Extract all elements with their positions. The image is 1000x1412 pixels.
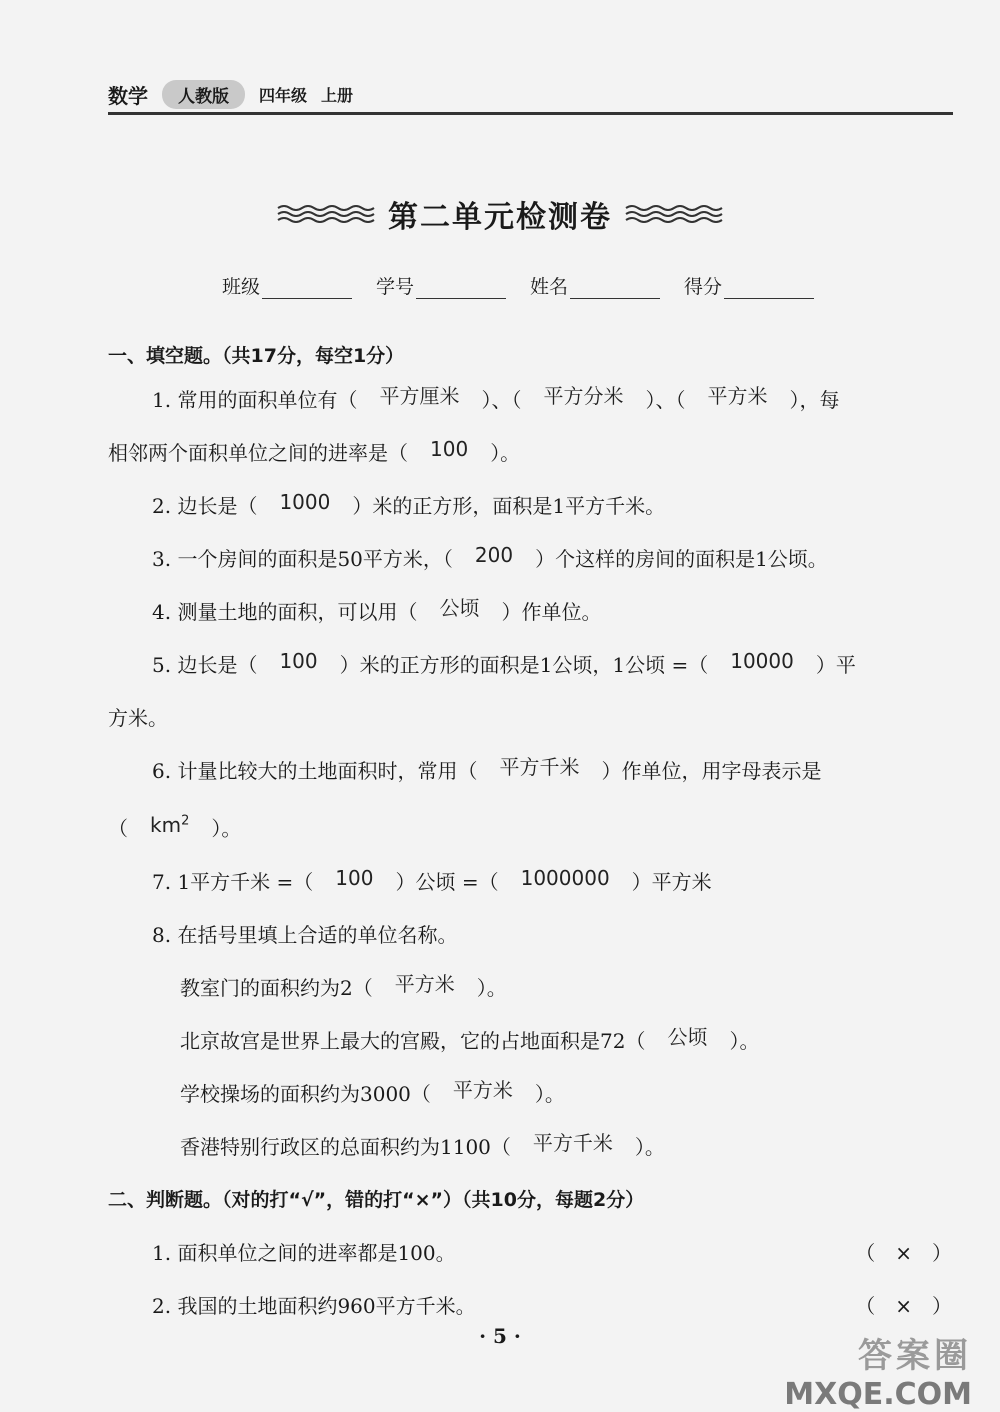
question-1 xyxy=(108,374,956,427)
question-6 xyxy=(108,745,956,798)
question-5 xyxy=(108,639,956,692)
info-name xyxy=(530,272,660,299)
q4-text-a: 4. 测量土地的面积，可以用（ xyxy=(152,600,418,624)
header-divider xyxy=(108,112,953,115)
info-class-label: 班级 xyxy=(222,276,261,298)
q5-text-a: 5. 边长是（ xyxy=(152,653,258,677)
q3-text-a: 3. 一个房间的面积是50平方米，（ xyxy=(152,547,453,571)
info-score-label: 得分 xyxy=(684,276,723,298)
student-info-row xyxy=(222,272,814,299)
q7-answer-2: 1000000 xyxy=(520,865,610,890)
q1-text-d: ），每 xyxy=(789,388,840,412)
q6-text-b: ）作单位，用字母表示是 xyxy=(601,759,822,783)
header-edition-badge: 人教版 xyxy=(162,80,245,109)
info-name-label: 姓名 xyxy=(530,276,569,298)
info-class-blank[interactable] xyxy=(262,278,352,299)
question-8-1 xyxy=(108,962,956,1015)
wave-ornament-left-icon xyxy=(276,202,376,226)
q8-3-text-b: ）。 xyxy=(534,1081,565,1106)
q2-text-b: ）米的正方形，面积是1平方千米。 xyxy=(352,494,666,518)
q1-answer-1: 平方厘米 xyxy=(379,384,460,408)
q1-text-f: ）。 xyxy=(490,441,521,465)
q2-text-a: 2. 边长是（ xyxy=(152,494,258,518)
q8-3-answer: 平方米 xyxy=(452,1077,513,1102)
page-number: · 5 · xyxy=(479,1324,521,1348)
question-5-cont xyxy=(108,692,956,745)
question-3 xyxy=(108,533,956,586)
q4-answer: 公顷 xyxy=(439,596,480,620)
header-grade: 四年级 xyxy=(259,86,308,105)
judge-2-text: 2. 我国的土地面积约960平方千米。 xyxy=(152,1293,476,1318)
q8-4-text-a: 香港特别行政区的总面积约为1100（ xyxy=(180,1134,511,1159)
question-2 xyxy=(108,480,956,533)
q1-answer-3: 平方米 xyxy=(707,384,768,408)
watermark-logo xyxy=(784,1328,972,1412)
q7-text-b: ）公顷 =（ xyxy=(395,869,499,894)
q1-text-c: ）、（ xyxy=(645,388,686,412)
q4-text-b: ）作单位。 xyxy=(501,600,602,624)
q5-text-b: ）米的正方形的面积是1公顷，1公顷 =（ xyxy=(339,653,709,677)
q6-answer-1: 平方千米 xyxy=(499,755,580,779)
question-6-cont xyxy=(108,798,956,856)
title-row xyxy=(0,192,1000,236)
watermark-line2: MXQE.COM xyxy=(784,1377,972,1412)
q6-answer-2 xyxy=(128,813,211,837)
question-8-3 xyxy=(108,1068,956,1121)
q3-text-b: ）个这样的房间的面积是1公顷。 xyxy=(535,547,828,571)
q1-text-a: 1. 常用的面积单位有（ xyxy=(152,388,358,412)
q8-2-text-b: ）。 xyxy=(729,1028,760,1053)
q8-1-answer: 平方米 xyxy=(394,971,455,996)
worksheet-content xyxy=(108,338,956,1333)
q5-answer-1: 100 xyxy=(279,649,318,673)
q6-text-a: 6. 计量比较大的土地面积时，常用（ xyxy=(152,759,478,783)
q5-text-c: ）平 xyxy=(815,653,856,677)
q6-answer-2-exponent: 2 xyxy=(181,813,190,828)
header-volume: 上册 xyxy=(321,86,354,105)
q1-text-e: 相邻两个面积单位之间的进率是（ xyxy=(108,441,408,465)
q1-answer-2: 平方分米 xyxy=(543,384,624,408)
section2-heading: 二、判断题。（对的打“√”，错的打“×”）（共10分，每题2分） xyxy=(108,1188,645,1211)
q8-4-answer: 平方千米 xyxy=(532,1130,613,1155)
question-8: 8. 在括号里填上合适的单位名称。 xyxy=(152,922,458,947)
q5-answer-2: 10000 xyxy=(730,649,794,673)
q1-answer-4: 100 xyxy=(430,437,469,461)
q1-text-b: ）、（ xyxy=(481,388,522,412)
question-1-cont xyxy=(108,427,956,480)
info-score xyxy=(684,272,814,299)
question-8-4 xyxy=(108,1121,956,1174)
info-name-blank[interactable] xyxy=(570,278,660,299)
info-class xyxy=(222,272,352,299)
q7-text-c: ）平方米 xyxy=(631,869,712,894)
q3-answer: 200 xyxy=(474,543,514,567)
watermark-line1: 答案圈 xyxy=(858,1336,972,1376)
judge-question-1 xyxy=(108,1227,956,1280)
info-number-label: 学号 xyxy=(376,276,415,298)
header-subject: 数学 xyxy=(108,84,148,108)
page-header xyxy=(108,80,353,109)
q7-answer-1: 100 xyxy=(335,865,374,890)
section1-heading: 一、填空题。（共17分，每空1分） xyxy=(108,345,405,367)
q8-3-text-a: 学校操场的面积约为3000（ xyxy=(180,1081,431,1106)
q6-text-c: （ xyxy=(108,816,128,841)
q6-text-d: ）。 xyxy=(211,816,242,841)
judge-1-answer: （ × ） xyxy=(855,1240,952,1265)
question-4 xyxy=(108,586,956,639)
judge-1-text: 1. 面积单位之间的进率都是100。 xyxy=(152,1240,456,1265)
q8-2-answer: 公顷 xyxy=(667,1024,708,1049)
info-score-blank[interactable] xyxy=(724,278,814,299)
q7-text-a: 7. 1平方千米 =（ xyxy=(152,869,314,894)
info-number xyxy=(376,272,506,299)
q8-2-text-a: 北京故宫是世界上最大的宫殿，它的占地面积是72（ xyxy=(180,1028,646,1053)
info-number-blank[interactable] xyxy=(416,278,506,299)
q8-1-text-b: ）。 xyxy=(476,975,507,1000)
q8-4-text-b: ）。 xyxy=(634,1134,665,1159)
q5-text-d: 方米。 xyxy=(108,706,168,730)
q6-answer-2-base: km xyxy=(150,812,182,837)
question-8-2 xyxy=(108,1015,956,1068)
question-7 xyxy=(108,856,956,909)
q8-1-text-a: 教室门的面积约为2（ xyxy=(180,975,373,1000)
q2-answer: 1000 xyxy=(279,490,331,514)
judge-2-answer: （ × ） xyxy=(855,1293,952,1318)
page-title: 第二单元检测卷 xyxy=(388,200,612,235)
wave-ornament-right-icon xyxy=(624,202,724,226)
